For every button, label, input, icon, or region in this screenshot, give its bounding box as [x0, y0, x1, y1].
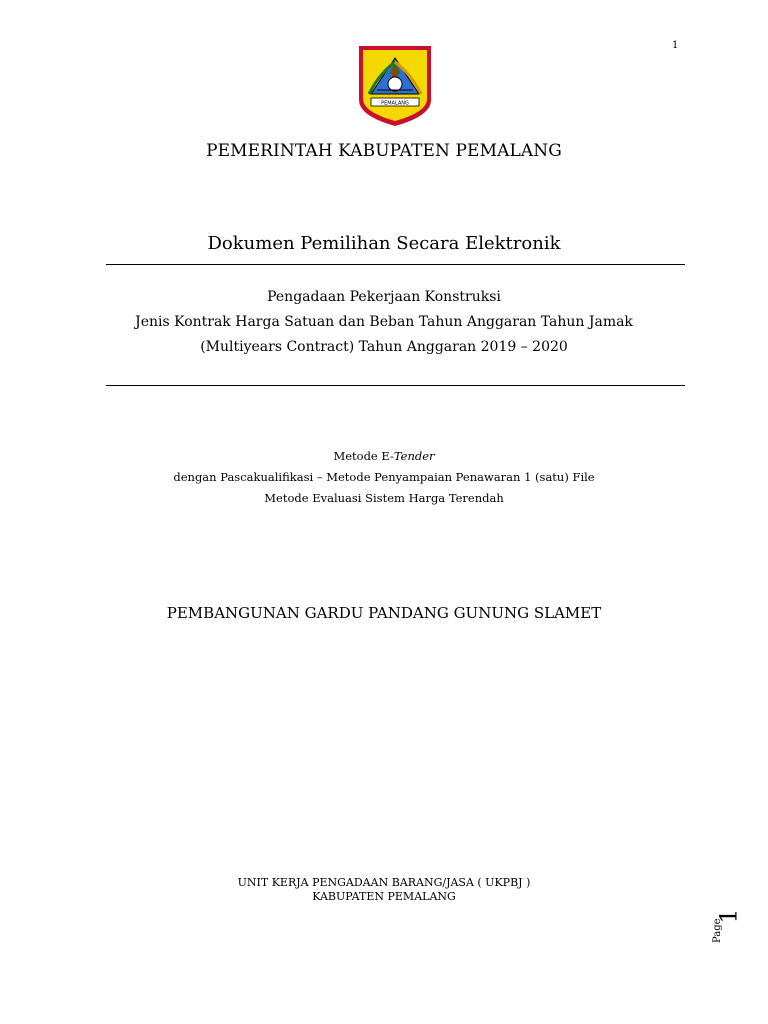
page-label: Page	[712, 918, 723, 943]
crest-ribbon: PEMALANG	[381, 100, 409, 107]
method-line-2: dengan Pascakualifikasi – Metode Penyampaian Penawaran 1 (satu) File	[173, 470, 595, 484]
method-line-1	[0, 446, 768, 467]
project-title: PEMBANGUNAN GARDU PANDANG GUNUNG SLAMET	[166, 604, 602, 622]
page-footer	[712, 905, 742, 945]
method-prefix: Metode E-	[333, 449, 394, 463]
info-line-3: (Multiyears Contract) Tahun Anggaran 2019 – 2020	[200, 339, 568, 355]
info-line-1: Pengadaan Pekerjaan Konstruksi	[267, 289, 501, 305]
unit-line-1: UNIT KERJA PENGADAAN BARANG/JASA ( UKPBJ )	[237, 876, 531, 889]
procurement-unit	[0, 876, 768, 904]
method-prefix-italic: Tender	[393, 449, 435, 463]
page-number: 1	[672, 40, 679, 51]
procurement-info	[0, 285, 768, 360]
document-title: Dokumen Pemilihan Secara Elektronik	[207, 233, 561, 254]
divider-top	[106, 264, 685, 265]
method-line-3: Metode Evaluasi Sistem Harga Terendah	[264, 491, 504, 505]
divider-bottom	[106, 385, 685, 386]
method-info	[0, 446, 768, 509]
unit-line-2: KABUPATEN PEMALANG	[312, 890, 456, 903]
page-footer-number: 1	[716, 908, 743, 924]
government-title: PEMERINTAH KABUPATEN PEMALANG	[206, 141, 562, 161]
info-line-2: Jenis Kontrak Harga Satuan dan Beban Tahun Anggaran Tahun Jamak	[135, 314, 633, 330]
crest-icon	[357, 44, 433, 128]
